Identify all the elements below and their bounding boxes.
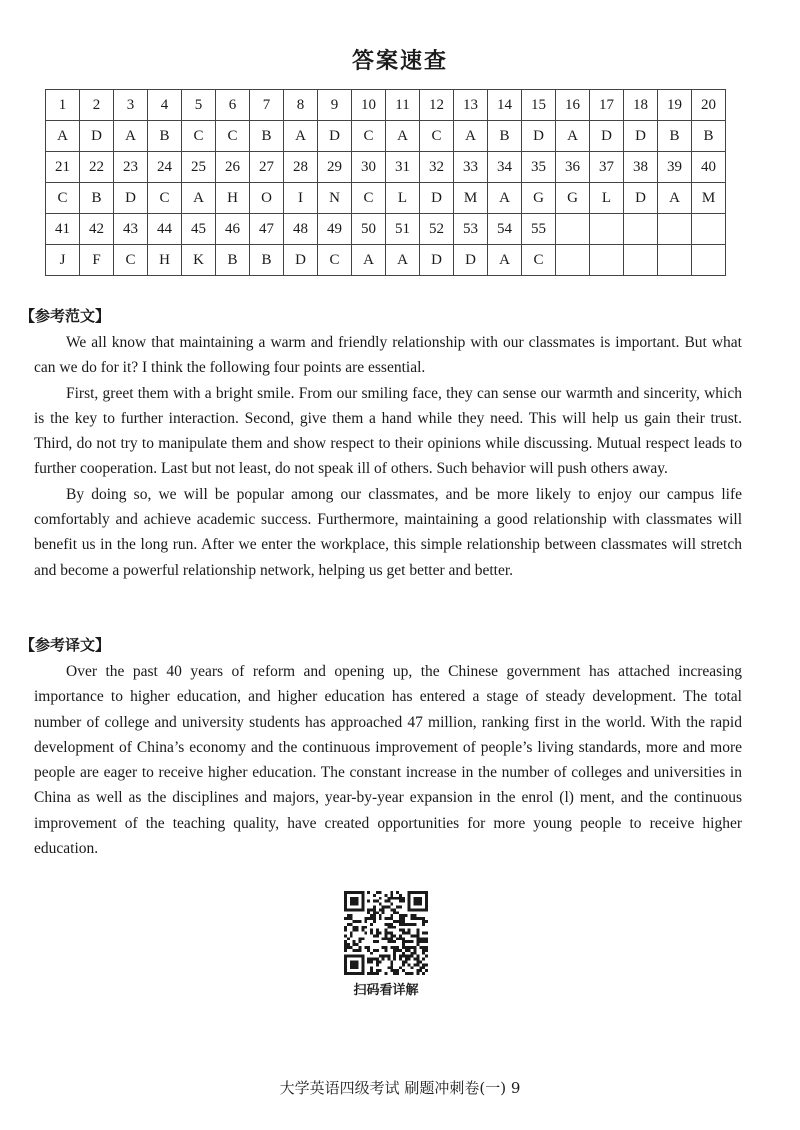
question-number-cell: 45 [182, 214, 216, 245]
question-number-cell: 23 [114, 152, 148, 183]
question-number-cell [590, 214, 624, 245]
answer-cell: D [420, 183, 454, 214]
question-number-cell: 48 [284, 214, 318, 245]
answer-cell: D [80, 121, 114, 152]
question-number-cell: 6 [216, 90, 250, 121]
answer-cell: N [318, 183, 352, 214]
answer-cell: D [284, 245, 318, 276]
answer-cell: C [148, 183, 182, 214]
answer-cell [624, 245, 658, 276]
question-number-cell: 21 [46, 152, 80, 183]
question-number-cell: 42 [80, 214, 114, 245]
answer-cell: B [692, 121, 726, 152]
answer-cell: G [522, 183, 556, 214]
answer-cell: B [658, 121, 692, 152]
answer-cell: D [590, 121, 624, 152]
answer-cell [692, 245, 726, 276]
question-number-cell: 1 [46, 90, 80, 121]
question-number-cell: 25 [182, 152, 216, 183]
answer-cell: C [182, 121, 216, 152]
translation-heading: 【参考译文】 [20, 636, 111, 654]
qr-caption: 扫码看详解 [353, 983, 419, 998]
question-number-cell: 22 [80, 152, 114, 183]
question-number-cell: 9 [318, 90, 352, 121]
question-number-cell: 52 [420, 214, 454, 245]
question-number-cell: 12 [420, 90, 454, 121]
answer-cell: C [522, 245, 556, 276]
qr-code-icon[interactable] [344, 891, 428, 975]
answer-row [46, 245, 726, 276]
answer-cell: C [318, 245, 352, 276]
question-number-cell: 27 [250, 152, 284, 183]
question-number-cell: 51 [386, 214, 420, 245]
question-number-cell: 15 [522, 90, 556, 121]
answer-cell: H [148, 245, 182, 276]
answer-cell: B [250, 121, 284, 152]
answer-cell: D [522, 121, 556, 152]
answer-cell: O [250, 183, 284, 214]
answer-cell: M [454, 183, 488, 214]
essay-body [34, 330, 742, 583]
question-number-cell: 28 [284, 152, 318, 183]
question-number-cell [658, 214, 692, 245]
answer-cell: B [250, 245, 284, 276]
question-number-cell: 40 [692, 152, 726, 183]
question-number-cell: 47 [250, 214, 284, 245]
translation-paragraph: Over the past 40 years of reform and opening up, the Chinese government has attached increasing importance to higher education, and higher education has entered a stage of steady development. The total number of college and university students has approached 47 million, ranking first in the world. With the rapid development of China’s economy and the continuous improvement of people’s living standards, more and more people are eager to receive higher education. The constant increase in the number of colleges and universities in China as well as the disciplines and majors, year-by-year expansion in the enrol (l) ment, and the continuous improvement of the teaching quality, have created opportunities for more young people to receive higher education. [34, 663, 742, 858]
question-number-cell: 31 [386, 152, 420, 183]
question-number-cell [624, 214, 658, 245]
question-number-cell: 46 [216, 214, 250, 245]
answer-row [46, 121, 726, 152]
answer-cell: L [386, 183, 420, 214]
question-number-row [46, 90, 726, 121]
answer-key-table [45, 89, 726, 276]
question-number-cell: 35 [522, 152, 556, 183]
essay-paragraph: First, greet them with a bright smile. From our smiling face, they can sense our warmth and sincerity, which is the key to further interaction. Second, give them a hand while they need. This will help us gain their trust. Third, do not try to manipulate them and show respect to their opinions while discussing. Mutual respect leads to further cooperation. Last but not least, do not speak ill of others. Such behavior will push others away. [34, 384, 742, 478]
answer-cell: I [284, 183, 318, 214]
question-number-cell: 50 [352, 214, 386, 245]
question-number-row [46, 152, 726, 183]
question-number-cell: 30 [352, 152, 386, 183]
answer-cell: H [216, 183, 250, 214]
question-number-cell: 24 [148, 152, 182, 183]
translation-body [34, 659, 742, 861]
answer-cell: C [114, 245, 148, 276]
question-number-cell: 49 [318, 214, 352, 245]
answer-cell: D [624, 183, 658, 214]
question-number-cell: 20 [692, 90, 726, 121]
answer-cell: C [352, 121, 386, 152]
answer-cell: D [318, 121, 352, 152]
answer-cell: J [46, 245, 80, 276]
question-number-cell: 3 [114, 90, 148, 121]
question-number-cell: 26 [216, 152, 250, 183]
answer-cell: A [182, 183, 216, 214]
answer-cell: L [590, 183, 624, 214]
question-number-cell: 7 [250, 90, 284, 121]
answer-cell [590, 245, 624, 276]
question-number-cell: 38 [624, 152, 658, 183]
answer-cell: A [386, 121, 420, 152]
answer-row [46, 183, 726, 214]
question-number-cell: 10 [352, 90, 386, 121]
essay-paragraph: We all know that maintaining a warm and friendly relationship with our classmates is important. But what can we do for it? I think the following four points are essential. [34, 334, 742, 377]
answer-cell: C [46, 183, 80, 214]
question-number-cell: 5 [182, 90, 216, 121]
answer-cell: D [114, 183, 148, 214]
answer-cell: F [80, 245, 114, 276]
question-number-cell: 54 [488, 214, 522, 245]
question-number-cell: 17 [590, 90, 624, 121]
answer-cell [658, 245, 692, 276]
answer-cell: A [488, 183, 522, 214]
question-number-cell: 53 [454, 214, 488, 245]
essay-paragraph: By doing so, we will be popular among our classmates, and be more likely to enjoy our campus life comfortably and achieve academic success. Furthermore, maintaining a good relationship with classmates will benefit us in the long run. After we enter the workplace, this simple relationship between classmates will stretch and become a powerful relationship network, helping us get better and better. [34, 485, 742, 579]
question-number-cell: 43 [114, 214, 148, 245]
answer-cell: A [488, 245, 522, 276]
page-title: 答案速查 [351, 49, 448, 74]
question-number-cell: 8 [284, 90, 318, 121]
question-number-cell: 36 [556, 152, 590, 183]
answer-cell: A [284, 121, 318, 152]
question-number-cell: 18 [624, 90, 658, 121]
answer-cell: G [556, 183, 590, 214]
answer-cell: A [114, 121, 148, 152]
question-number-cell: 11 [386, 90, 420, 121]
question-number-cell [556, 214, 590, 245]
answer-cell: A [556, 121, 590, 152]
question-number-cell: 16 [556, 90, 590, 121]
answer-cell: D [624, 121, 658, 152]
answer-cell: B [148, 121, 182, 152]
answer-cell: A [352, 245, 386, 276]
page-footer: 大学英语四级考试 刷题冲刺卷(一) 9 [279, 1079, 521, 1097]
question-number-cell: 41 [46, 214, 80, 245]
answer-cell: C [420, 121, 454, 152]
question-number-cell: 55 [522, 214, 556, 245]
question-number-cell: 33 [454, 152, 488, 183]
question-number-cell [692, 214, 726, 245]
answer-cell: A [454, 121, 488, 152]
answer-cell: K [182, 245, 216, 276]
answer-cell: A [658, 183, 692, 214]
answer-cell: B [488, 121, 522, 152]
question-number-cell: 14 [488, 90, 522, 121]
answer-cell: A [46, 121, 80, 152]
question-number-cell: 39 [658, 152, 692, 183]
essay-heading: 【参考范文】 [20, 307, 111, 325]
answer-cell: D [454, 245, 488, 276]
question-number-cell: 19 [658, 90, 692, 121]
question-number-cell: 4 [148, 90, 182, 121]
question-number-cell: 32 [420, 152, 454, 183]
question-number-cell: 34 [488, 152, 522, 183]
question-number-cell: 29 [318, 152, 352, 183]
question-number-cell: 2 [80, 90, 114, 121]
answer-cell: A [386, 245, 420, 276]
answer-cell [556, 245, 590, 276]
answer-cell: C [352, 183, 386, 214]
answer-cell: D [420, 245, 454, 276]
answer-cell: B [80, 183, 114, 214]
question-number-cell: 44 [148, 214, 182, 245]
answer-cell: M [692, 183, 726, 214]
question-number-cell: 37 [590, 152, 624, 183]
question-number-row [46, 214, 726, 245]
answer-cell: B [216, 245, 250, 276]
question-number-cell: 13 [454, 90, 488, 121]
answer-cell: C [216, 121, 250, 152]
